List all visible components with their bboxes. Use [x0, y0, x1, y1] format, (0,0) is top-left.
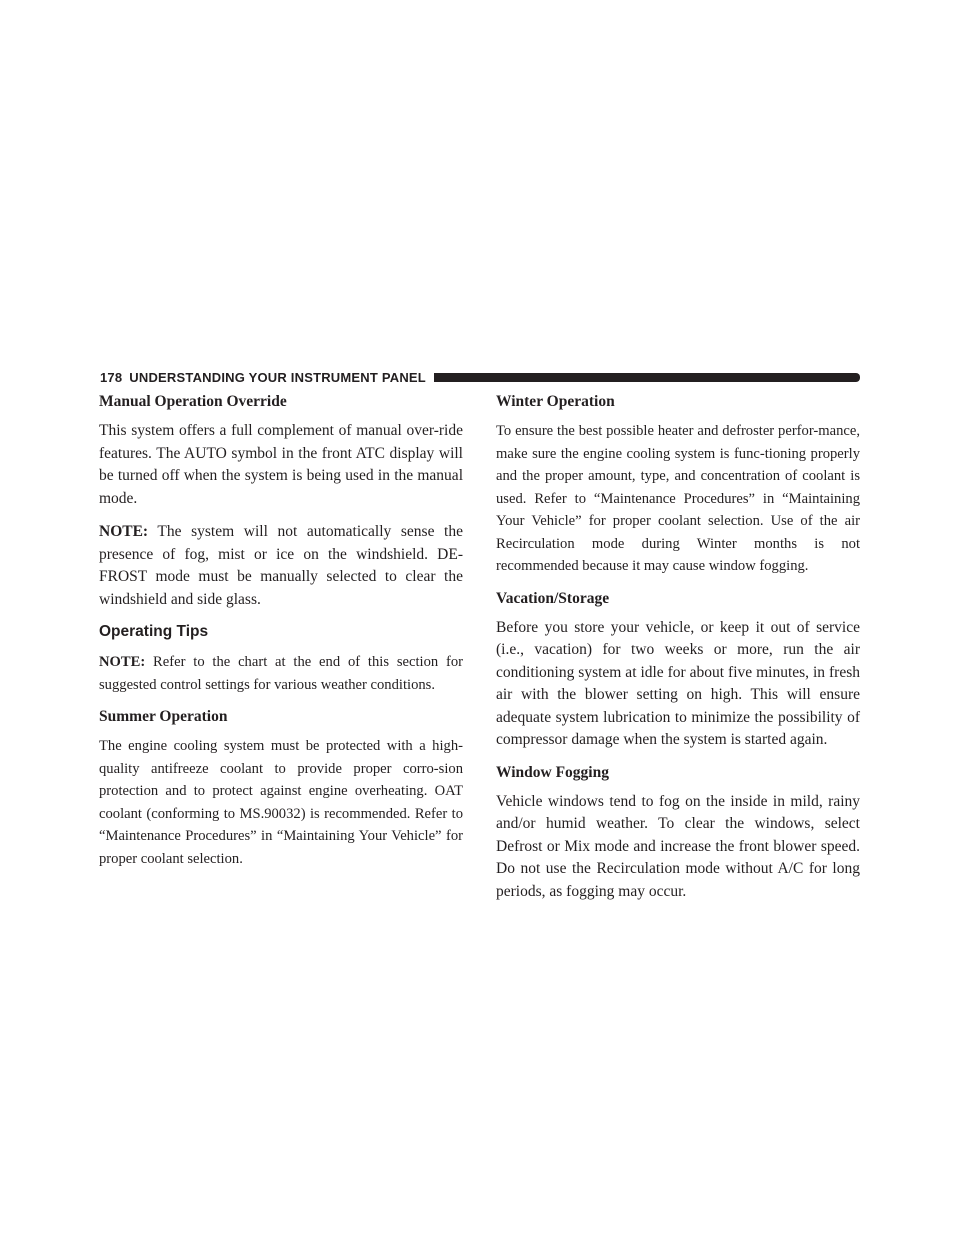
note-label: NOTE: — [99, 523, 149, 540]
summer-operation-body: The engine cooling system must be protected with a high-quality antifreeze coolant to provide proper corro-sion protection and to protect against engine overheating. OAT coolant (conforming to MS.90032) is recommended. Refer to “Maintenance Procedures” in “Maintaining Your Vehicle” for proper coolant selection. — [99, 738, 463, 867]
header-rule — [434, 373, 860, 382]
manual-override-body: This system offers a full complement of manual over-ride features. The AUTO symbol in the front ATC display will be turned off when the system is being used in the manual mode. — [99, 422, 463, 507]
left-column — [99, 392, 463, 881]
note-text: The system will not automatically sense the presence of fog, mist or ice on the windshield. DE-FROST mode must be manually selected to clear the windshield and side glass. — [99, 523, 463, 608]
running-header — [100, 366, 860, 388]
note-text: Refer to the chart at the end of this section for suggested control settings for various weather conditions. — [99, 654, 463, 693]
window-fogging-heading: Window Fogging — [496, 763, 609, 781]
vacation-storage-body: Before you store your vehicle, or keep it out of service (i.e., vacation) for two weeks or more, run the air conditioning system at idle for about five minutes, in fresh air with the blower setting on high. This will ensure adequate system lubrication to minimize the possibility of compressor damage when the system is started again. — [496, 618, 860, 748]
summer-operation-heading: Summer Operation — [99, 708, 228, 725]
operating-tips-heading: Operating Tips — [99, 623, 209, 640]
page-number: 178 — [100, 369, 123, 385]
manual-override-note — [99, 521, 463, 611]
right-column — [496, 392, 860, 914]
note-label: NOTE: — [99, 654, 146, 670]
window-fogging-body: Vehicle windows tend to fog on the inside in mild, rainy and/or humid weather. To clear the windows, select Defrost or Mix mode and increase the front blower speed. Do not use the Recirculation mode without A/C for long periods, as fogging may occur. — [496, 792, 860, 900]
winter-operation-body: To ensure the best possible heater and defroster perfor-mance, make sure the engine cooling system is func-tioning properly and the proper amount, type, and concentration of coolant is used. Refer to “Maintenance Procedures” in “Maintaining Your Vehicle” for proper coolant selection. Use of the air Recirculation mode during Winter months is not recommended because it may cause window fogging. — [496, 423, 860, 574]
operating-tips-note — [99, 651, 463, 696]
vacation-storage-heading: Vacation/Storage — [496, 589, 610, 607]
winter-operation-heading: Winter Operation — [496, 393, 615, 410]
manual-override-heading: Manual Operation Override — [99, 393, 287, 410]
section-title: UNDERSTANDING YOUR INSTRUMENT PANEL — [129, 369, 426, 385]
